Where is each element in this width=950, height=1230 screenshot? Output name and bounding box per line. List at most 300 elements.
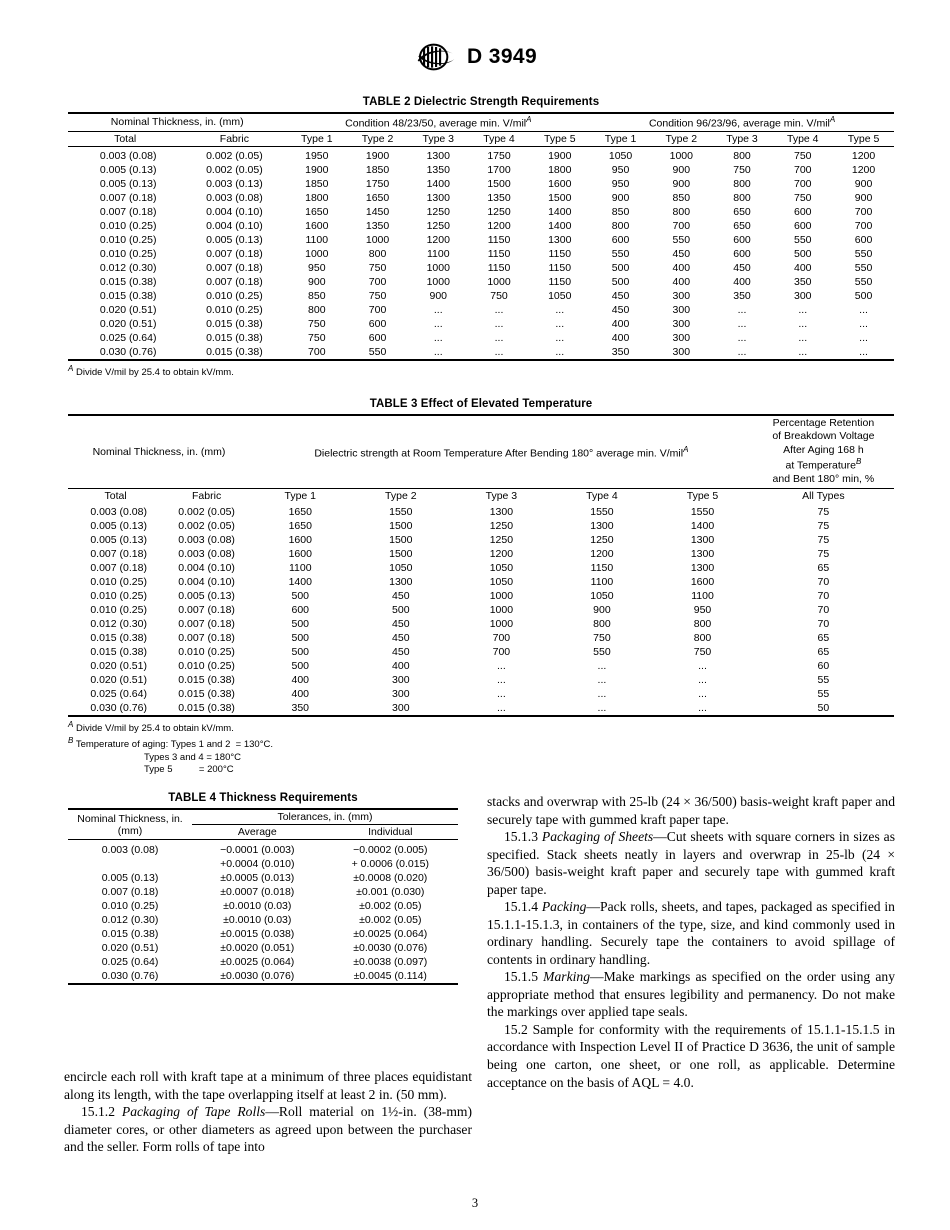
table-cell: 1150 bbox=[548, 247, 572, 260]
table-2-caption: TABLE 2 Dielectric Strength Requirements bbox=[362, 96, 600, 108]
table-cell: 1500 bbox=[389, 547, 413, 560]
table-cell: 350 bbox=[793, 275, 812, 288]
paragraph-15-1-3-title: Packaging of Sheets bbox=[541, 829, 654, 845]
table-cell-nominal: 0.005 (0.13) bbox=[101, 872, 159, 884]
table-row bbox=[68, 575, 894, 589]
table-cell: 0.030 (0.76) bbox=[68, 345, 182, 360]
table-cell: 1600 bbox=[288, 533, 312, 546]
table-cell: 0.002 (0.05) bbox=[178, 505, 235, 518]
table-3-col-type4: Type 4 bbox=[552, 488, 653, 503]
table-cell: 1400 bbox=[548, 219, 572, 232]
table-cell: 500 bbox=[291, 589, 310, 602]
table-cell: ... bbox=[712, 345, 773, 360]
table-cell-average: ±0.0025 (0.064) bbox=[220, 956, 295, 968]
table-2-col-b-type5: Type 5 bbox=[833, 131, 894, 146]
table-cell: 0.007 (0.18) bbox=[90, 561, 147, 574]
table-cell: 850 bbox=[611, 205, 630, 218]
table-cell: 1250 bbox=[489, 533, 514, 546]
table-cell: 1750 bbox=[469, 146, 530, 163]
table-cell: 300 bbox=[351, 701, 452, 716]
table-row bbox=[68, 871, 458, 885]
table-4 bbox=[68, 808, 458, 985]
table-cell: 500 bbox=[291, 645, 310, 658]
table-cell: 550 bbox=[611, 247, 630, 260]
table-4-nominal-line-1: Nominal Thickness, in. bbox=[77, 812, 183, 825]
table-cell: 75 bbox=[817, 505, 830, 518]
table-cell: 1000 bbox=[365, 233, 390, 246]
table-cell: 1400 bbox=[426, 177, 450, 190]
table-row bbox=[68, 955, 458, 969]
table-cell: 1650 bbox=[288, 505, 312, 518]
table-cell: 1250 bbox=[426, 205, 450, 218]
table-2-block bbox=[68, 96, 894, 379]
table-row bbox=[68, 317, 894, 331]
table-cell: 550 bbox=[347, 345, 408, 360]
table-cell: 1050 bbox=[590, 589, 614, 602]
table-cell: 700 bbox=[672, 219, 691, 232]
table-cell: 0.005 (0.13) bbox=[90, 533, 147, 546]
table-cell: 750 bbox=[593, 631, 611, 644]
table-cell: 350 bbox=[590, 345, 651, 360]
retention-line-2: of Breakdown Voltage bbox=[772, 430, 875, 443]
paragraph-continuation-left: encircle each roll with kraft tape at a minimum of three places equidistant along its length, with the tape overlapping itself at least 2 in. (50 mm). bbox=[64, 1069, 472, 1102]
table-cell: ... bbox=[652, 701, 753, 716]
table-cell: 750 bbox=[793, 191, 812, 204]
table-2-group-nominal: Nominal Thickness, in. (mm) bbox=[68, 113, 286, 131]
table-cell-nominal: 0.003 (0.08) bbox=[68, 840, 192, 858]
table-cell: 1550 bbox=[389, 505, 413, 518]
table-cell: ... bbox=[451, 701, 552, 716]
table-cell: 0.010 (0.25) bbox=[90, 575, 147, 588]
table-cell: 1200 bbox=[487, 219, 511, 232]
table-cell: 1300 bbox=[408, 146, 469, 163]
table-cell: 0.007 (0.18) bbox=[178, 617, 235, 630]
table-4-block bbox=[68, 792, 458, 985]
table-cell: 750 bbox=[308, 331, 326, 344]
table-cell: 950 bbox=[611, 163, 630, 176]
table-cell: 0.003 (0.08) bbox=[68, 146, 182, 163]
table-cell: 1300 bbox=[548, 233, 572, 246]
table-2-col-b-type3: Type 3 bbox=[712, 131, 773, 146]
table-cell: 1250 bbox=[590, 533, 614, 546]
table-4-col-individual: Individual bbox=[323, 825, 458, 840]
table-3-col-type5: Type 5 bbox=[652, 488, 753, 503]
table-cell: ... bbox=[698, 687, 707, 700]
table-cell: ... bbox=[737, 317, 747, 330]
table-3-group-nominal: Nominal Thickness, in. (mm) bbox=[68, 415, 250, 488]
table-cell: 500 bbox=[291, 631, 310, 644]
table-cell: 750 bbox=[308, 317, 326, 330]
table-cell-average: ±0.0015 (0.038) bbox=[220, 928, 295, 940]
table-cell: 1550 bbox=[590, 505, 614, 518]
body-column-left bbox=[64, 1068, 472, 1156]
table-cell: 750 bbox=[490, 289, 508, 302]
table-cell: 70 bbox=[817, 575, 830, 588]
astm-logo-icon bbox=[413, 40, 457, 74]
table-cell: 0.007 (0.18) bbox=[206, 247, 263, 260]
table-cell: 750 bbox=[693, 645, 712, 658]
table-2-col-total: Total bbox=[68, 131, 182, 146]
table-2-col-a-type1: Type 1 bbox=[286, 131, 347, 146]
table-cell: ... bbox=[597, 659, 607, 672]
table-cell: 75 bbox=[817, 533, 830, 546]
table-row bbox=[68, 927, 458, 941]
table-cell: 0.005 (0.13) bbox=[206, 233, 263, 246]
table-cell: 700 bbox=[492, 645, 511, 658]
table-cell: 350 bbox=[733, 289, 751, 302]
table-3 bbox=[68, 414, 894, 717]
table-cell: 300 bbox=[392, 673, 410, 686]
table-row bbox=[68, 547, 894, 561]
table-cell: 0.004 (0.10) bbox=[206, 205, 263, 218]
table-3-col-type3: Type 3 bbox=[451, 488, 552, 503]
table-cell: 0.005 (0.13) bbox=[178, 589, 235, 602]
table-cell: 800 bbox=[593, 617, 611, 630]
table-cell-average: ±0.0007 (0.018) bbox=[220, 886, 295, 898]
table-cell: 800 bbox=[712, 146, 773, 163]
table-cell-individual: ±0.001 (0.030) bbox=[356, 886, 425, 898]
table-cell: 65 bbox=[817, 645, 830, 658]
table-cell: 1900 bbox=[347, 146, 408, 163]
table-cell: 800 bbox=[308, 303, 326, 316]
table-cell: 1300 bbox=[690, 533, 715, 546]
retention-line-3: After Aging 168 h bbox=[783, 443, 864, 456]
table-row bbox=[68, 331, 894, 345]
table-4-group-header-row bbox=[68, 809, 458, 825]
table-cell: ... bbox=[433, 331, 443, 344]
table-cell: ... bbox=[698, 659, 707, 672]
table-cell: 1500 bbox=[548, 191, 572, 204]
table-cell: 0.007 (0.18) bbox=[206, 275, 263, 288]
paragraph-15-1-5 bbox=[487, 968, 895, 1021]
table-cell: 0.015 (0.38) bbox=[182, 345, 286, 360]
table-cell: 850 bbox=[308, 289, 326, 302]
table-2-col-b-type4: Type 4 bbox=[772, 131, 833, 146]
table-4-nominal-line-2: (mm) bbox=[117, 824, 143, 837]
table-cell: 1000 bbox=[426, 261, 450, 274]
table-cell: ... bbox=[859, 331, 868, 344]
table-row bbox=[68, 233, 894, 247]
table-cell: 1550 bbox=[690, 505, 715, 518]
table-cell: 1150 bbox=[548, 261, 572, 274]
table-cell: 800 bbox=[611, 219, 630, 232]
table-cell: 800 bbox=[672, 205, 691, 218]
table-2-col-a-type4: Type 4 bbox=[469, 131, 530, 146]
table-cell: 450 bbox=[392, 589, 410, 602]
table-cell: 550 bbox=[854, 247, 873, 260]
table-cell: ... bbox=[798, 303, 808, 316]
table-cell: ... bbox=[833, 345, 894, 360]
table-cell: 950 bbox=[611, 177, 630, 190]
table-cell: 950 bbox=[308, 261, 326, 274]
table-cell: 450 bbox=[611, 303, 630, 316]
table-cell: ... bbox=[772, 345, 833, 360]
paragraph-15-1-2-title: Packaging of Tape Rolls bbox=[121, 1104, 266, 1120]
table-cell: 75 bbox=[817, 519, 830, 532]
table-2-group-cond-96: Condition 96/23/96, average min. V/mil$^A$ bbox=[590, 113, 894, 131]
table-row bbox=[68, 617, 894, 631]
table-cell: 1000 bbox=[426, 275, 450, 288]
table-cell: 0.007 (0.18) bbox=[90, 547, 147, 560]
table-row bbox=[68, 533, 894, 547]
table-cell: 0.010 (0.25) bbox=[178, 645, 235, 658]
table-cell: 550 bbox=[854, 261, 873, 274]
table-cell: 0.004 (0.10) bbox=[178, 561, 235, 574]
table-cell: 750 bbox=[368, 261, 387, 274]
table-cell-individual: ±0.002 (0.05) bbox=[359, 914, 422, 926]
table-cell-average: −0.0001 (0.003) bbox=[192, 840, 323, 858]
table-cell: 1100 bbox=[590, 575, 614, 588]
paragraph-15-1-3 bbox=[487, 828, 895, 898]
table-3-group-dielectric: Dielectric strength at Room Temperature After Bending 180° average min. V/mil$^A$ bbox=[250, 415, 753, 488]
table-3-footnote-b: $^B$ Temperature of aging: Types 1 and 2 = 130°C. bbox=[68, 735, 273, 750]
table-cell: 0.002 (0.05) bbox=[206, 163, 263, 176]
table-4-col-nominal bbox=[68, 809, 192, 840]
table-row bbox=[68, 687, 894, 701]
table-cell: 1950 bbox=[286, 146, 347, 163]
table-cell: 600 bbox=[733, 247, 751, 260]
table-cell: 1300 bbox=[590, 519, 614, 532]
table-cell: 0.015 (0.38) bbox=[206, 317, 263, 330]
table-cell: 900 bbox=[854, 191, 873, 204]
table-cell: ... bbox=[555, 331, 565, 344]
table-row bbox=[68, 969, 458, 984]
table-cell: 550 bbox=[593, 645, 611, 658]
table-cell: 750 bbox=[368, 289, 387, 302]
table-cell: 0.003 (0.08) bbox=[178, 547, 235, 560]
table-cell: ... bbox=[529, 345, 590, 360]
table-cell: 650 bbox=[733, 219, 751, 232]
table-row bbox=[68, 857, 458, 871]
document-designation: D 3949 bbox=[466, 45, 538, 68]
table-2-group-header-row bbox=[68, 113, 894, 131]
table-2-col-a-type2: Type 2 bbox=[347, 131, 408, 146]
table-cell: 55 bbox=[817, 673, 830, 686]
table-cell: 300 bbox=[672, 303, 691, 316]
table-cell: 500 bbox=[793, 247, 812, 260]
table-cell: 300 bbox=[793, 289, 812, 302]
table-cell-individual: ±0.0030 (0.076) bbox=[353, 942, 428, 954]
table-row bbox=[68, 146, 894, 163]
table-cell: 0.007 (0.18) bbox=[99, 191, 157, 204]
table-cell: 900 bbox=[611, 191, 630, 204]
table-cell: ... bbox=[496, 687, 506, 700]
table-cell: 1250 bbox=[487, 205, 511, 218]
table-cell-nominal: 0.007 (0.18) bbox=[101, 886, 159, 898]
paragraph-15-1-2-text: —Roll material on 1½-in. (38-mm) diameter cores, or other diameters as agreed upon between the purchaser and the seller. Form rolls of tape into bbox=[64, 1104, 472, 1155]
table-cell: 1050 bbox=[590, 146, 651, 163]
table-cell: ... bbox=[798, 317, 808, 330]
table-row bbox=[68, 589, 894, 603]
table-cell: 1250 bbox=[426, 219, 450, 232]
table-cell: 1650 bbox=[288, 519, 312, 532]
paragraph-15-1-5-text: —Make markings as specified on the order using any appropriate method that ensures legibility and permanency. Do not make the markings over applied tape seals. bbox=[487, 969, 895, 1020]
table-row bbox=[68, 913, 458, 927]
table-cell: 0.020 (0.51) bbox=[90, 673, 147, 686]
table-3-col-type2: Type 2 bbox=[351, 488, 452, 503]
table-3-block bbox=[68, 398, 894, 777]
table-3-group-header-row bbox=[68, 415, 894, 488]
table-2-body bbox=[68, 146, 894, 360]
body-column-right bbox=[487, 793, 895, 1091]
table-cell: 0.005 (0.13) bbox=[99, 177, 157, 190]
table-cell: 400 bbox=[672, 261, 691, 274]
table-cell: 65 bbox=[817, 631, 830, 644]
table-cell: 900 bbox=[429, 289, 448, 302]
table-row bbox=[68, 177, 894, 191]
table-3-body bbox=[68, 503, 894, 716]
table-cell: 1050 bbox=[548, 289, 572, 302]
table-cell: 1200 bbox=[426, 233, 450, 246]
table-cell: 0.010 (0.25) bbox=[90, 603, 147, 616]
table-cell: 400 bbox=[392, 659, 410, 672]
table-cell: 300 bbox=[672, 317, 691, 330]
table-cell: 700 bbox=[368, 275, 387, 288]
paragraph-15-1-4 bbox=[487, 898, 895, 968]
table-4-caption: TABLE 4 Thickness Requirements bbox=[168, 792, 358, 804]
table-2-group-cond-48: Condition 48/23/50, average min. V/mil$^A$ bbox=[286, 113, 590, 131]
table-cell: 1200 bbox=[851, 163, 876, 176]
table-3-footnote-b-line-3: Type 5 = 200°C bbox=[144, 764, 234, 776]
table-cell-individual: ±0.0038 (0.097) bbox=[353, 956, 428, 968]
page-number: 3 bbox=[471, 1196, 479, 1210]
table-cell: 0.004 (0.10) bbox=[206, 219, 263, 232]
table-cell: 0.020 (0.51) bbox=[99, 303, 157, 316]
table-cell: 450 bbox=[392, 617, 410, 630]
table-cell-individual: ±0.0045 (0.114) bbox=[323, 969, 458, 984]
table-3-col-type1: Type 1 bbox=[250, 488, 351, 503]
table-row bbox=[68, 289, 894, 303]
table-cell: 800 bbox=[733, 177, 751, 190]
table-cell: 900 bbox=[854, 177, 873, 190]
table-cell: 50 bbox=[753, 701, 894, 716]
table-cell: 300 bbox=[672, 289, 691, 302]
table-2-col-a-type3: Type 3 bbox=[408, 131, 469, 146]
table-cell: 1650 bbox=[365, 191, 390, 204]
table-cell: ... bbox=[737, 331, 747, 344]
table-3-col-alltypes: All Types bbox=[753, 488, 894, 503]
table-3-caption: TABLE 3 Effect of Elevated Temperature bbox=[369, 398, 593, 410]
table-cell: 600 bbox=[793, 205, 812, 218]
table-cell: 1750 bbox=[365, 177, 390, 190]
table-cell: 850 bbox=[672, 191, 691, 204]
table-cell: 1700 bbox=[487, 163, 511, 176]
table-cell-average: ±0.0020 (0.051) bbox=[220, 942, 295, 954]
table-cell: ... bbox=[555, 303, 565, 316]
table-cell: 400 bbox=[611, 331, 630, 344]
table-2 bbox=[68, 112, 894, 361]
table-cell: 600 bbox=[854, 233, 873, 246]
table-cell: 800 bbox=[693, 631, 712, 644]
paragraph-15-1-3-text: —Cut sheets with square corners in sizes as specified. Stack sheets neatly in layers and overwrap in 25-lb (24 × 36/500) basis-weight kraft paper and securely tape with gummed kraft paper tape. bbox=[487, 829, 895, 897]
table-cell: 900 bbox=[672, 177, 691, 190]
table-cell: 0.025 (0.64) bbox=[99, 331, 157, 344]
paragraph-15-1-5-number: 15.1.5 bbox=[504, 969, 544, 985]
table-cell: ... bbox=[555, 317, 565, 330]
table-cell: 1250 bbox=[489, 519, 514, 532]
table-cell-individual: ±0.002 (0.05) bbox=[359, 900, 422, 912]
table-cell: 700 bbox=[854, 219, 873, 232]
table-cell: 600 bbox=[291, 603, 310, 616]
table-cell: 500 bbox=[611, 261, 630, 274]
table-row bbox=[68, 163, 894, 177]
table-cell: 900 bbox=[308, 275, 326, 288]
table-cell: 700 bbox=[793, 177, 812, 190]
table-cell: 900 bbox=[593, 603, 611, 616]
table-cell: 450 bbox=[392, 645, 410, 658]
table-4-body bbox=[68, 840, 458, 985]
table-row bbox=[68, 561, 894, 575]
table-cell: 1150 bbox=[487, 233, 511, 246]
table-row bbox=[68, 701, 894, 716]
table-cell: 0.005 (0.13) bbox=[99, 163, 157, 176]
table-row bbox=[68, 941, 458, 955]
table-cell: ... bbox=[496, 673, 506, 686]
table-cell: 75 bbox=[817, 547, 830, 560]
table-2-column-header-row bbox=[68, 131, 894, 146]
table-cell: 450 bbox=[733, 261, 751, 274]
table-cell-nominal: 0.025 (0.64) bbox=[101, 956, 159, 968]
table-cell: 1800 bbox=[548, 163, 572, 176]
table-row bbox=[68, 885, 458, 899]
table-cell: 0.015 (0.38) bbox=[178, 673, 235, 686]
table-cell: 500 bbox=[854, 289, 873, 302]
table-3-column-header-row bbox=[68, 488, 894, 503]
table-row bbox=[68, 840, 458, 858]
table-cell: 1600 bbox=[690, 575, 715, 588]
table-cell-nominal: 0.010 (0.25) bbox=[101, 900, 159, 912]
table-cell: ... bbox=[737, 303, 747, 316]
table-cell: 0.010 (0.25) bbox=[178, 659, 235, 672]
table-cell: 700 bbox=[286, 345, 347, 360]
table-cell: 400 bbox=[291, 673, 310, 686]
table-cell: 300 bbox=[651, 345, 712, 360]
table-cell: 900 bbox=[672, 163, 691, 176]
table-cell: 1000 bbox=[489, 589, 514, 602]
table-cell: 400 bbox=[611, 317, 630, 330]
table-cell: 1100 bbox=[691, 589, 714, 602]
table-cell: 1100 bbox=[305, 233, 329, 246]
table-cell: 1050 bbox=[389, 561, 413, 574]
table-cell: 1450 bbox=[365, 205, 390, 218]
table-cell: 1300 bbox=[690, 547, 715, 560]
table-cell: 0.003 (0.08) bbox=[178, 533, 235, 546]
table-2-col-b-type2: Type 2 bbox=[651, 131, 712, 146]
table-cell: 0.010 (0.25) bbox=[99, 247, 157, 260]
table-cell: 0.015 (0.38) bbox=[99, 275, 157, 288]
table-4-col-average: Average bbox=[192, 825, 323, 840]
table-cell: ... bbox=[552, 701, 653, 716]
table-row bbox=[68, 603, 894, 617]
table-cell: 65 bbox=[817, 561, 830, 574]
table-2-col-fabric: Fabric bbox=[182, 131, 286, 146]
table-cell: 1200 bbox=[833, 146, 894, 163]
table-3-footnotes bbox=[68, 720, 894, 778]
table-row bbox=[68, 899, 458, 913]
table-row bbox=[68, 191, 894, 205]
table-cell-average: ±0.0005 (0.013) bbox=[220, 872, 295, 884]
table-cell: ... bbox=[494, 303, 504, 316]
table-cell: 1050 bbox=[489, 561, 514, 574]
table-cell: 1350 bbox=[426, 163, 450, 176]
table-3-col-total: Total bbox=[68, 488, 163, 503]
table-cell: 0.004 (0.10) bbox=[178, 575, 235, 588]
table-cell: 0.007 (0.18) bbox=[206, 261, 263, 274]
retention-line-1: Percentage Retention bbox=[772, 417, 875, 429]
table-cell: 300 bbox=[392, 687, 410, 700]
table-cell-nominal: 0.015 (0.38) bbox=[101, 928, 159, 940]
paragraph-continuation-right: stacks and overwrap with 25-lb (24 × 36/500) basis-weight kraft paper and securely tape with gummed kraft paper tape. bbox=[487, 794, 895, 827]
